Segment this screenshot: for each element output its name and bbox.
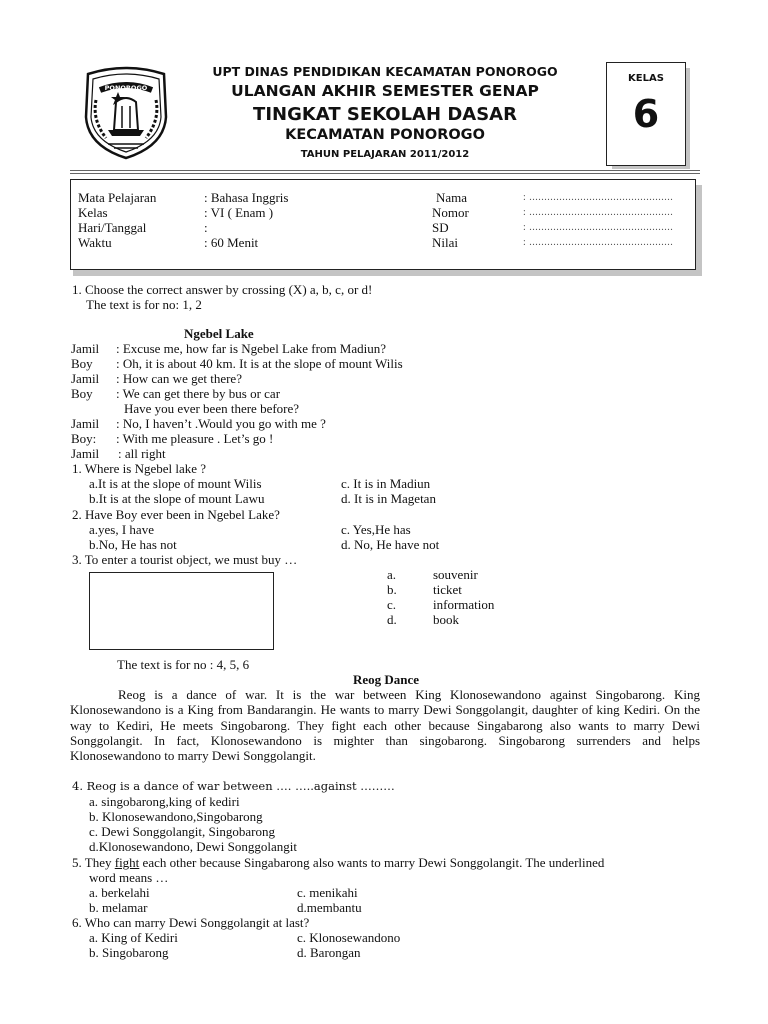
info-label: Nama xyxy=(436,190,468,205)
option-a[interactable]: a. King of Kediri xyxy=(89,930,178,945)
option-d[interactable]: d.Klonosewandono, Dewi Songgolangit xyxy=(89,839,297,854)
option-letter: c. xyxy=(387,597,397,612)
header-school-year: TAHUN PELAJARAN 2011/2012 xyxy=(300,149,470,160)
dialog-speaker: Jamil xyxy=(71,371,100,386)
header-divider-2 xyxy=(70,173,700,174)
score-field[interactable]: : ................................................ xyxy=(523,237,674,248)
reading-text: Reog is a dance of war. It is the war between King Klonosewandono against Singobarong. King Klonosewandono is a King from Bandarangin. He wants to marry Dewi Songgolangit, daughter of king Kediri. On the way to Kediri, He meets Singobarong. They fight each other because Singabarong also wants to marry Dewi Songgolangit. In fact, Klonosewandono is mighter than singobarong. Singobarong surrenders and helps Klonosewandono to marry Dewi Songgolangit. xyxy=(70,687,700,764)
option-b[interactable]: b.It is at the slope of mount Lawu xyxy=(89,491,265,506)
dialog-text: Have you ever been there before? xyxy=(124,401,300,416)
option-c[interactable]: c. Dewi Songgolangit, Singobarong xyxy=(89,824,275,839)
dialog-text: : We can get there by bus or car xyxy=(116,386,281,401)
option-a[interactable]: a. berkelahi xyxy=(89,885,150,900)
instructions: 1. Choose the correct answer by crossing (X) a, b, c, or d! xyxy=(72,282,373,297)
info-label: Waktu xyxy=(78,235,112,250)
header-district: KECAMATAN PONOROGO xyxy=(285,127,485,143)
svg-text:PONOROGO: PONOROGO xyxy=(104,84,148,92)
option-d[interactable]: book xyxy=(433,612,459,627)
option-d[interactable]: d. No, He have not xyxy=(341,537,440,552)
info-label: SD xyxy=(432,220,449,235)
option-a[interactable]: a. singobarong,king of kediri xyxy=(89,794,240,809)
option-letter: d. xyxy=(387,612,397,627)
dialog-text: : all right xyxy=(118,446,166,461)
image-placeholder-box xyxy=(89,572,274,650)
question-2: 2. Have Boy ever been in Ngebel Lake? xyxy=(72,507,280,522)
dialog-speaker: Boy xyxy=(71,386,93,401)
option-c[interactable]: c. menikahi xyxy=(297,885,358,900)
number-field[interactable]: : ................................................ xyxy=(523,207,674,218)
kelas-label: KELAS xyxy=(628,73,664,84)
dialog-speaker: Jamil xyxy=(71,446,100,461)
question-5 xyxy=(72,855,604,870)
option-d[interactable]: d. It is in Magetan xyxy=(341,491,436,506)
ponorogo-emblem-logo xyxy=(78,62,174,160)
text-for-note: The text is for no: 1, 2 xyxy=(86,297,202,312)
info-label: Kelas xyxy=(78,205,108,220)
student-info-box xyxy=(70,179,696,270)
kelas-number: 6 xyxy=(632,92,660,136)
reading-paragraph xyxy=(70,687,700,763)
info-value: : VI ( Enam ) xyxy=(204,205,274,220)
name-field[interactable]: : ................................................ xyxy=(523,192,674,203)
option-a[interactable]: a.yes, I have xyxy=(89,522,154,537)
dialog-title: Ngebel Lake xyxy=(184,326,254,341)
option-b[interactable]: ticket xyxy=(433,582,462,597)
info-value: : xyxy=(204,220,208,235)
kelas-box xyxy=(606,62,686,166)
option-c[interactable]: c. Yes,He has xyxy=(341,522,411,537)
info-label: Nomor xyxy=(432,205,469,220)
dialog-speaker: Jamil xyxy=(71,416,100,431)
option-b[interactable]: b. melamar xyxy=(89,900,148,915)
dialog-text: : With me pleasure . Let’s go ! xyxy=(116,431,274,446)
header-school-level: TINGKAT SEKOLAH DASAR xyxy=(253,104,517,125)
option-c[interactable]: information xyxy=(433,597,495,612)
info-value: : 60 Menit xyxy=(204,235,259,250)
text-for-note: The text is for no : 4, 5, 6 xyxy=(117,657,250,672)
option-b[interactable]: b.No, He has not xyxy=(89,537,177,552)
underlined-word: fight xyxy=(114,855,140,870)
dialog-text: : Oh, it is about 40 km. It is at the slope of mount Wilis xyxy=(116,356,403,371)
question-3: 3. To enter a tourist object, we must buy … xyxy=(72,552,298,567)
header-office: UPT DINAS PENDIDIKAN KECAMATAN PONOROGO xyxy=(212,64,558,79)
option-c[interactable]: c. It is in Madiun xyxy=(341,476,431,491)
dialog-text: : Excuse me, how far is Ngebel Lake from Madiun? xyxy=(116,341,387,356)
option-b[interactable]: b. Klonosewandono,Singobarong xyxy=(89,809,263,824)
option-letter: a. xyxy=(387,567,397,582)
option-b[interactable]: b. Singobarong xyxy=(89,945,169,960)
option-letter: b. xyxy=(387,582,397,597)
header-exam-title: ULANGAN AKHIR SEMESTER GENAP xyxy=(231,82,539,100)
question-text: 5. They xyxy=(72,855,115,870)
info-label: Nilai xyxy=(432,235,458,250)
dialog-text: : How can we get there? xyxy=(116,371,242,386)
option-d[interactable]: d. Barongan xyxy=(297,945,361,960)
reading-title: Reog Dance xyxy=(352,672,420,687)
question-5-cont: word means … xyxy=(89,870,169,885)
question-text: each other because Singabarong also wants to marry Dewi Songgolangit. The underlined xyxy=(139,855,605,870)
option-c[interactable]: c. Klonosewandono xyxy=(297,930,401,945)
option-d[interactable]: d.membantu xyxy=(297,900,362,915)
dialog-speaker: Jamil xyxy=(71,341,100,356)
option-a[interactable]: a.It is at the slope of mount Wilis xyxy=(89,476,262,491)
option-a[interactable]: souvenir xyxy=(433,567,478,582)
header-divider xyxy=(70,170,700,171)
question-6: 6. Who can marry Dewi Songgolangit at last? xyxy=(72,915,310,930)
dialog-speaker: Boy: xyxy=(71,431,97,446)
question-4: 4. Reog is a dance of war between …. …..against ……… xyxy=(72,779,395,793)
school-field[interactable]: : ................................................ xyxy=(523,222,674,233)
info-label: Hari/Tanggal xyxy=(78,220,147,235)
info-label: Mata Pelajaran xyxy=(78,190,157,205)
dialog-text: : No, I haven’t .Would you go with me ? xyxy=(116,416,326,431)
dialog-speaker: Boy xyxy=(71,356,93,371)
question-1: 1. Where is Ngebel lake ? xyxy=(72,461,207,476)
info-value: : Bahasa Inggris xyxy=(204,190,289,205)
